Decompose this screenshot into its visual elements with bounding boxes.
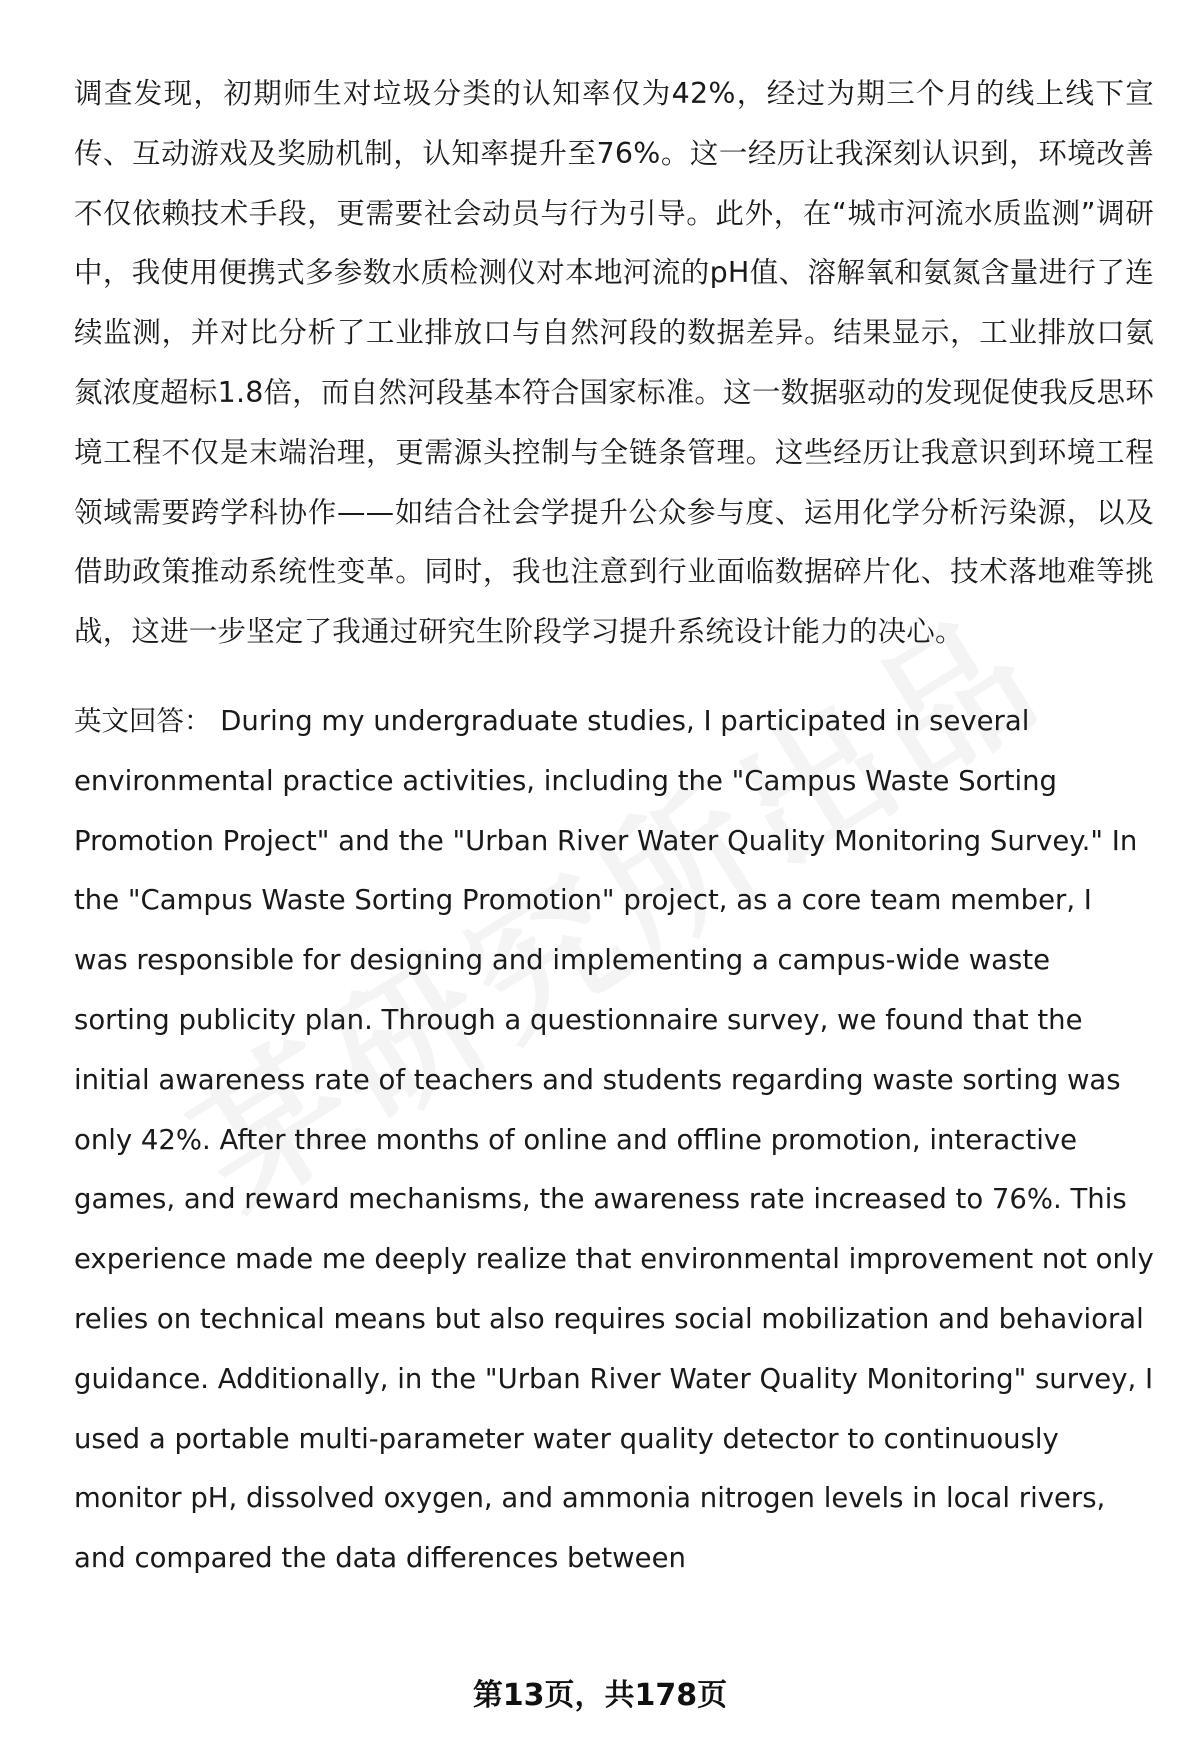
english-answer-paragraph <box>74 692 1154 1589</box>
english-answer-text: During my undergraduate studies, I participated in several environmental practice activities, including the "Campus Waste Sorting Promotion Project" and the "Urban River Water Quality Monitoring Survey." In the "Campus Waste Sorting Promotion" project, as a core team member, I was responsible for designing and implementing a campus-wide waste sorting publicity plan. Through a questionnaire survey, we found that the initial awareness rate of teachers and students regarding waste sorting was only 42%. After three months of online and offline promotion, interactive games, and reward mechanisms, the awareness rate increased to 76%. This experience made me deeply realize that environmental improvement not only relies on technical means but also requires social mobilization and behavioral guidance. Additionally, in the "Urban River Water Quality Monitoring" survey, I used a portable multi-parameter water quality detector to continuously monitor pH, dissolved oxygen, and ammonia nitrogen levels in local rivers, and compared the data differences between <box>74 704 1154 1575</box>
page-content <box>74 64 1154 1589</box>
english-answer-label: 英文回答： <box>74 704 212 737</box>
page-number: 第13页，共178页 <box>472 1678 728 1713</box>
chinese-paragraph: 调查发现，初期师生对垃圾分类的认知率仅为42%，经过为期三个月的线上线下宣传、互动游戏及奖励机制，认知率提升至76%。这一经历让我深刻认识到，环境改善不仅依赖技术手段，更需要社会动员与行为引导。此外，在“城市河流水质监测”调研中，我使用便携式多参数水质检测仪对本地河流的pH值、溶解氧和氨氮含量进行了连续监测，并对比分析了工业排放口与自然河段的数据差异。结果显示，工业排放口氨氮浓度超标1.8倍，而自然河段基本符合国家标准。这一数据驱动的发现促使我反思环境工程不仅是末端治理，更需源头控制与全链条管理。这些经历让我意识到环境工程领域需要跨学科协作——如结合社会学提升公众参与度、运用化学分析污染源，以及借助政策推动系统性变革。同时，我也注意到行业面临数据碎片化、技术落地难等挑战，这进一步坚定了我通过研究生阶段学习提升系统设计能力的决心。 <box>74 77 1154 649</box>
